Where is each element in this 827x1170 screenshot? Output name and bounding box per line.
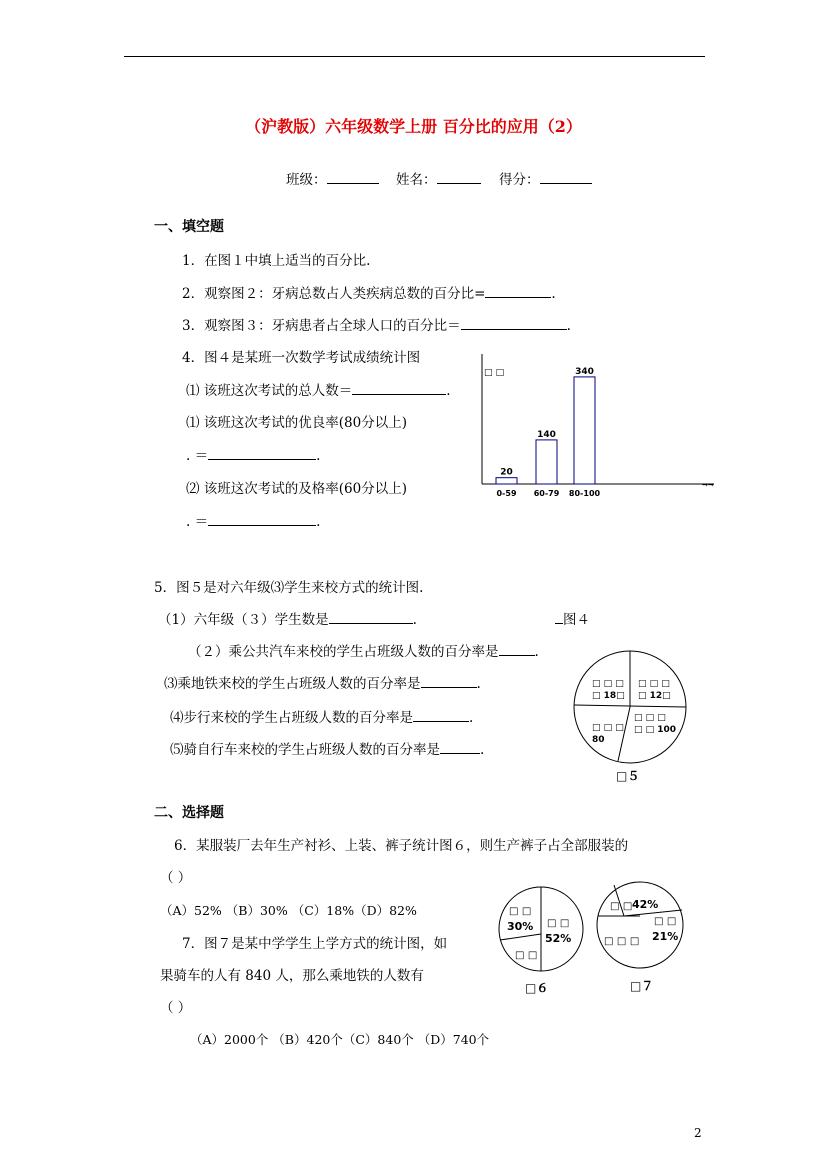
figure4-caption xyxy=(555,608,590,628)
question-7-bracket: （ ） xyxy=(160,1000,192,1016)
score-field xyxy=(499,168,592,188)
question-4-3-prefix: . ＝ xyxy=(186,514,209,530)
question-4-1-text: ⑴ 该班这次考试的总人数＝ xyxy=(186,383,353,399)
pie7-slice-label: □ □ xyxy=(610,901,633,912)
pie-chart-figure6 xyxy=(495,884,587,998)
question-5-1 xyxy=(158,608,417,628)
question-7-line1: 7．图７是某中学学生上学方式的统计图，如 xyxy=(182,936,448,952)
bar-value-label: 20 xyxy=(500,467,513,478)
question-1: 1．在图１中填上适当的百分比. xyxy=(182,253,371,269)
pie7-slice-label: □ □ xyxy=(654,916,677,927)
page-title: （沪教版）六年级数学上册 百分比的应用（2） xyxy=(245,117,582,136)
pie-chart-figure5 xyxy=(566,648,692,788)
question-5-5-blank[interactable] xyxy=(440,741,480,754)
question-2-text: 2．观察图２：牙病总数占人类疾病总数的百分比= xyxy=(182,286,486,302)
bar-value-label: 340 xyxy=(575,366,594,377)
pie5-slice-value: □ 12□ xyxy=(638,691,671,701)
pie7-slice-value: 21% xyxy=(652,930,679,943)
question-7-line2: 果骑车的人有 840 人，那么乘地铁的人数有 xyxy=(160,968,424,984)
bar-chart-figure4 xyxy=(470,348,720,506)
question-5-2-blank[interactable] xyxy=(499,643,535,656)
name-label: 姓名： xyxy=(396,172,437,188)
question-4-1-end: . xyxy=(446,383,451,399)
question-5-1-text: （1）六年级（３）学生数是 xyxy=(158,612,329,628)
question-5-5 xyxy=(170,738,484,758)
pie5-divider xyxy=(618,707,630,761)
question-5-1-end: . xyxy=(412,612,417,628)
question-5-3-text: ⑶乘地铁来校的学生占班级人数的百分率是 xyxy=(164,676,421,692)
page-number: 2 xyxy=(694,1126,702,1140)
bar-category-label: 60-79 xyxy=(533,489,560,498)
pie5-slice-label: □ □ □ xyxy=(638,679,670,689)
question-5-2 xyxy=(188,640,539,660)
pie5-slice-label: □ □ □ xyxy=(592,723,624,733)
pie6-slice-label: □ □ xyxy=(509,906,532,917)
question-5-4-end: . xyxy=(469,710,474,726)
class-label: 班级： xyxy=(286,172,327,188)
section2-heading: 二、选择题 xyxy=(154,805,224,821)
question-5-3 xyxy=(164,672,481,692)
question-3-blank[interactable] xyxy=(461,317,567,330)
name-blank[interactable] xyxy=(437,171,481,184)
bar-value-label: 140 xyxy=(537,429,556,440)
bar-category-label: 0-59 xyxy=(496,489,517,498)
pie5-slice-label: □ □ □ xyxy=(592,679,624,689)
question-4-1 xyxy=(186,379,451,399)
question-4-3-end: . xyxy=(316,514,321,530)
question-4-2-blank[interactable] xyxy=(208,447,316,460)
question-5-5-end: . xyxy=(480,742,485,758)
question-4: 4．图４是某班一次数学考试成绩统计图 xyxy=(182,350,421,366)
pie-chart-figure7 xyxy=(594,880,690,998)
pie7-slice-value: 42% xyxy=(632,898,659,911)
question-2 xyxy=(182,282,556,302)
pie5-slice-value: □ 18□ xyxy=(592,691,625,701)
question-7-options: （A）2000个 （B）420个（C）840个 （D）740个 xyxy=(190,1032,490,1047)
pie7-slice-label: □ □ □ xyxy=(604,936,640,947)
score-blank[interactable] xyxy=(540,171,592,184)
pie6-slice-value: 52% xyxy=(545,932,572,945)
bar-chart-axis-arrow: →→ xyxy=(702,481,714,489)
question-6-line1: 6．某服装厂去年生产衬衫、上装、裤子统计图６，则生产裤子占全部服装的 xyxy=(174,838,629,854)
pie5-caption: □５ xyxy=(616,769,640,783)
class-blank[interactable] xyxy=(327,171,379,184)
question-5: 5．图５是对六年级⑶学生来校方式的统计图. xyxy=(154,580,424,596)
question-4-3-answer xyxy=(186,510,320,530)
bar-80-100 xyxy=(574,377,595,484)
section1-heading: 一、填空题 xyxy=(154,219,224,235)
pie5-slice-label: □ □ □ xyxy=(634,713,666,723)
question-5-1-blank[interactable] xyxy=(329,611,413,624)
question-5-4-blank[interactable] xyxy=(413,709,469,722)
question-4-2-end: . xyxy=(316,448,321,464)
question-3-text: 3．观察图３：牙病患者占全球人口的百分比＝ xyxy=(182,318,461,334)
figure4-caption-text: 图４ xyxy=(563,612,590,628)
bar-chart-ylabel: □ □ xyxy=(484,368,505,378)
pie6-slice-label: □ □ xyxy=(547,918,570,929)
question-5-4-text: ⑷步行来校的学生占班级人数的百分率是 xyxy=(170,710,413,726)
question-3 xyxy=(182,314,571,334)
question-4-2: ⑴ 该班这次考试的优良率(80分以上) xyxy=(186,415,408,431)
pie5-slice-value: □ □ 100 xyxy=(634,725,677,735)
pie6-divider xyxy=(500,934,541,940)
question-6-bracket: （ ） xyxy=(160,870,192,886)
pie7-caption: □７ xyxy=(630,979,654,993)
question-4-2-answer xyxy=(186,444,320,464)
score-label: 得分： xyxy=(499,172,540,188)
question-5-3-blank[interactable] xyxy=(421,675,477,688)
class-field xyxy=(286,168,379,188)
question-3-end: . xyxy=(566,318,571,334)
pie6-slice-value: 30% xyxy=(507,920,534,933)
question-4-3-blank[interactable] xyxy=(208,513,316,526)
bar-0-59 xyxy=(496,478,517,484)
question-4-2-prefix: . ＝ xyxy=(186,448,209,464)
question-5-4 xyxy=(170,706,473,726)
pie5-slice-value: 80 xyxy=(592,735,605,745)
bar-category-label: 80-100 xyxy=(568,489,601,498)
question-6-options: （A）52% （B）30% （C）18%（D）82% xyxy=(160,903,417,918)
question-5-5-text: ⑸骑自行车来校的学生占班级人数的百分率是 xyxy=(170,742,440,758)
question-5-2-text: （２）乘公共汽车来校的学生占班级人数的百分率是 xyxy=(188,644,499,660)
pie6-caption: □６ xyxy=(525,981,549,995)
bar-60-79 xyxy=(536,440,557,484)
name-field xyxy=(396,168,481,188)
question-5-2-end: . xyxy=(534,644,539,660)
question-4-1-blank[interactable] xyxy=(352,382,446,395)
top-rule xyxy=(124,56,705,57)
question-2-blank[interactable] xyxy=(485,285,551,298)
question-2-end: . xyxy=(551,286,556,302)
question-5-3-end: . xyxy=(476,676,481,692)
question-4-3: ⑵ 该班这次考试的及格率(60分以上) xyxy=(186,481,408,497)
pie6-slice-label: □ □ xyxy=(515,950,538,961)
